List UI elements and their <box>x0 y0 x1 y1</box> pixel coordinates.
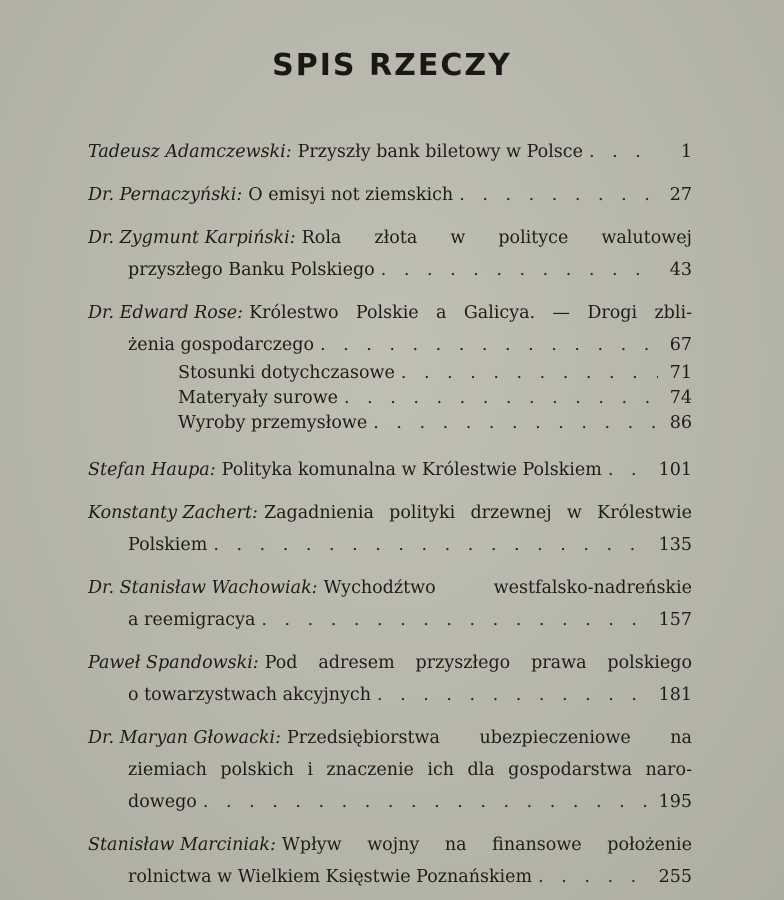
entry-author: Stanisław Marciniak: <box>88 835 276 855</box>
toc-entry <box>88 179 692 211</box>
leader-dots <box>320 329 658 361</box>
entry-author: Dr. Maryan Głowacki: <box>88 728 281 748</box>
toc-entry <box>88 297 692 436</box>
entry-author: Dr. Zygmunt Karpiński: <box>88 228 296 248</box>
leader-dots <box>459 179 658 211</box>
page-number: 74 <box>669 388 692 408</box>
leader-dots <box>401 361 658 386</box>
subentry-title: Stosunki dotychczasowe <box>178 363 395 383</box>
toc-entry <box>88 497 692 561</box>
page-number: 71 <box>669 363 692 383</box>
page-number: 181 <box>658 685 692 705</box>
leader-dots <box>589 136 658 168</box>
leader-dots <box>381 254 658 286</box>
toc-entry <box>88 454 692 486</box>
entry-title-cont: dowego <box>128 792 197 812</box>
page-number: 1 <box>680 142 692 162</box>
leader-dots <box>261 604 652 636</box>
entry-title-cont: a reemigracya <box>128 610 256 630</box>
entry-title: Wychodźtwo westfalsko-nadreńskie <box>323 578 692 598</box>
leader-dots <box>203 786 653 818</box>
entry-author: Paweł Spandowski: <box>88 653 259 673</box>
subentry-title: Wyroby przemysłowe <box>178 413 368 433</box>
entry-title: O emisyi not ziemskich <box>248 185 454 205</box>
entry-author: Dr. Edward Rose: <box>88 303 244 323</box>
page-number: 86 <box>669 413 692 433</box>
leader-dots <box>373 411 658 436</box>
entry-title: Przyszły bank biletowy w Polsce <box>297 142 583 162</box>
page-title: SPIS RZECZY <box>272 48 512 83</box>
toc-subentry <box>88 361 692 386</box>
entry-title-cont: rolnictwa w Wielkiem Księstwie Poznańskiem <box>128 867 533 887</box>
toc-subentry <box>88 386 692 411</box>
page-number: 43 <box>669 260 692 280</box>
table-of-contents <box>88 136 692 893</box>
entry-title: Wpływ wojny na finansowe położenie <box>281 835 692 855</box>
entry-title: Królestwo Polskie a Galicya. — Drogi zbli- <box>249 303 692 323</box>
page-number: 27 <box>669 185 692 205</box>
entry-title: Zagadnienia polityki drzewnej w Królestwie <box>263 503 692 523</box>
entry-title-cont: żenia gospodarczego <box>128 335 315 355</box>
entry-author: Dr. Pernaczyński: <box>88 185 243 205</box>
entry-title-cont: ziemiach polskich i znaczenie ich dla gospodarstwa naro- <box>128 760 692 780</box>
entry-title: Rola złota w polityce walutowej <box>301 228 692 248</box>
toc-entry <box>88 829 692 893</box>
entry-title-cont: o towarzystwach akcyjnych <box>128 685 371 705</box>
entry-author: Stefan Haupa: <box>88 460 216 480</box>
entry-title-cont: przyszłego Banku Polskiego <box>128 260 375 280</box>
toc-subentry <box>88 411 692 436</box>
entry-title: Polityka komunalna w Królestwie Polskiem <box>221 460 602 480</box>
toc-entry <box>88 647 692 711</box>
leader-dots <box>608 454 653 486</box>
leader-dots <box>213 529 652 561</box>
subentry-title: Materyały surowe <box>178 388 339 408</box>
leader-dots <box>344 386 658 411</box>
toc-entry <box>88 136 692 168</box>
entry-author: Dr. Stanisław Wachowiak: <box>88 578 318 598</box>
page-number: 135 <box>658 535 692 555</box>
page-number: 195 <box>658 792 692 812</box>
entry-title: Przedsiębiorstwa ubezpieczeniowe na <box>286 728 692 748</box>
leader-dots <box>377 679 653 711</box>
page-number: 255 <box>658 867 692 887</box>
entry-title-cont: Polskiem <box>128 535 208 555</box>
page-number: 67 <box>669 335 692 355</box>
page-number: 101 <box>658 460 692 480</box>
toc-entry <box>88 222 692 286</box>
entry-title: Pod adresem przyszłego prawa polskiego <box>264 653 692 673</box>
page-number: 157 <box>658 610 692 630</box>
toc-entry <box>88 722 692 818</box>
entry-author: Konstanty Zachert: <box>88 503 258 523</box>
leader-dots <box>538 861 652 893</box>
toc-entry <box>88 572 692 636</box>
entry-author: Tadeusz Adamczewski: <box>88 142 292 162</box>
